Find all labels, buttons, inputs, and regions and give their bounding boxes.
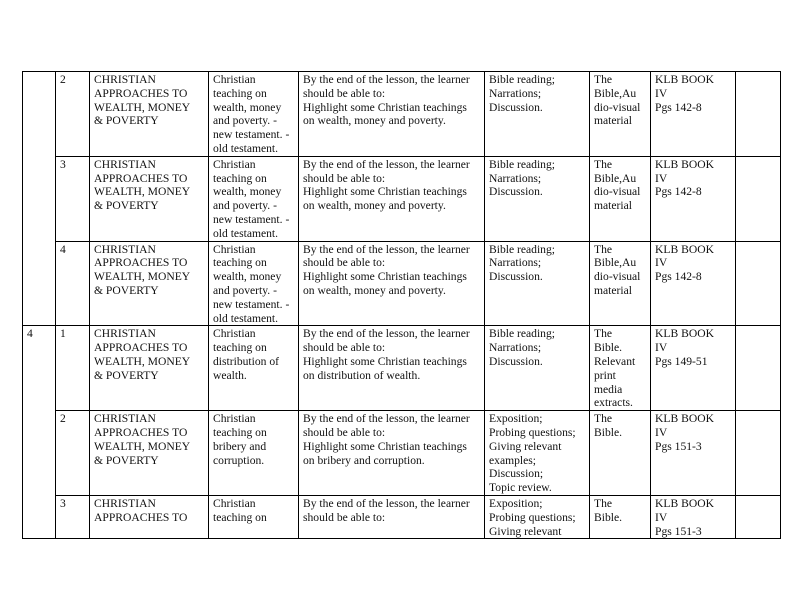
week-cell: 4 bbox=[23, 326, 56, 539]
table-row bbox=[23, 495, 781, 538]
activities-cell: Bible reading; Narrations; Discussion. bbox=[485, 241, 590, 326]
objectives-cell: By the end of the lesson, the learner should be able to: Highlight some Christian teachings on wealth, money and poverty. bbox=[299, 72, 485, 157]
references-cell: KLB BOOK IV Pgs 142-8 bbox=[651, 241, 736, 326]
references-cell: KLB BOOK IV Pgs 142-8 bbox=[651, 156, 736, 241]
topic-cell: CHRISTIAN APPROACHES TO WEALTH, MONEY & POVERTY bbox=[90, 241, 209, 326]
remarks-cell bbox=[736, 156, 781, 241]
topic-cell: CHRISTIAN APPROACHES TO WEALTH, MONEY & POVERTY bbox=[90, 156, 209, 241]
topic-cell: CHRISTIAN APPROACHES TO WEALTH, MONEY & POVERTY bbox=[90, 326, 209, 411]
lesson-cell: 3 bbox=[56, 156, 90, 241]
objectives-cell: By the end of the lesson, the learner should be able to: Highlight some Christian teachings on wealth, money and poverty. bbox=[299, 241, 485, 326]
objectives-cell: By the end of the lesson, the learner should be able to: Highlight some Christian teachings on bribery and corruption. bbox=[299, 411, 485, 496]
remarks-cell bbox=[736, 495, 781, 538]
topic-cell: CHRISTIAN APPROACHES TO bbox=[90, 495, 209, 538]
table-row bbox=[23, 326, 781, 411]
remarks-cell bbox=[736, 72, 781, 157]
remarks-cell bbox=[736, 326, 781, 411]
references-cell: KLB BOOK IV Pgs 151-3 bbox=[651, 411, 736, 496]
objectives-cell: By the end of the lesson, the learner should be able to: bbox=[299, 495, 485, 538]
activities-cell: Bible reading; Narrations; Discussion. bbox=[485, 72, 590, 157]
references-cell: KLB BOOK IV Pgs 151-3 bbox=[651, 495, 736, 538]
table-row bbox=[23, 241, 781, 326]
activities-cell: Bible reading; Narrations; Discussion. bbox=[485, 326, 590, 411]
resources-cell: The Bible. Relevant print media extracts. bbox=[590, 326, 651, 411]
resources-cell: The Bible,Au dio-visual material bbox=[590, 241, 651, 326]
activities-cell: Bible reading; Narrations; Discussion. bbox=[485, 156, 590, 241]
subtopic-cell: Christian teaching on wealth, money and poverty. - new testament. - old testament. bbox=[209, 241, 299, 326]
references-cell: KLB BOOK IV Pgs 142-8 bbox=[651, 72, 736, 157]
activities-cell: Exposition; Probing questions; Giving relevant bbox=[485, 495, 590, 538]
resources-cell: The Bible. bbox=[590, 411, 651, 496]
remarks-cell bbox=[736, 241, 781, 326]
topic-cell: CHRISTIAN APPROACHES TO WEALTH, MONEY & POVERTY bbox=[90, 72, 209, 157]
remarks-cell bbox=[736, 411, 781, 496]
subtopic-cell: Christian teaching on wealth, money and poverty. - new testament. - old testament. bbox=[209, 156, 299, 241]
subtopic-cell: Christian teaching on wealth, money and poverty. - new testament. - old testament. bbox=[209, 72, 299, 157]
resources-cell: The Bible,Au dio-visual material bbox=[590, 72, 651, 157]
lesson-cell: 4 bbox=[56, 241, 90, 326]
table-row bbox=[23, 72, 781, 157]
resources-cell: The Bible,Au dio-visual material bbox=[590, 156, 651, 241]
table-row bbox=[23, 156, 781, 241]
references-cell: KLB BOOK IV Pgs 149-51 bbox=[651, 326, 736, 411]
subtopic-cell: Christian teaching on distribution of wealth. bbox=[209, 326, 299, 411]
lesson-cell: 2 bbox=[56, 411, 90, 496]
lesson-cell: 1 bbox=[56, 326, 90, 411]
table-row bbox=[23, 411, 781, 496]
scheme-of-work-table bbox=[22, 71, 781, 539]
lesson-cell: 2 bbox=[56, 72, 90, 157]
lesson-cell: 3 bbox=[56, 495, 90, 538]
topic-cell: CHRISTIAN APPROACHES TO WEALTH, MONEY & POVERTY bbox=[90, 411, 209, 496]
activities-cell: Exposition; Probing questions; Giving relevant examples; Discussion; Topic review. bbox=[485, 411, 590, 496]
objectives-cell: By the end of the lesson, the learner should be able to: Highlight some Christian teachings on distribution of wealth. bbox=[299, 326, 485, 411]
subtopic-cell: Christian teaching on bbox=[209, 495, 299, 538]
resources-cell: The Bible. bbox=[590, 495, 651, 538]
objectives-cell: By the end of the lesson, the learner should be able to: Highlight some Christian teachings on wealth, money and poverty. bbox=[299, 156, 485, 241]
week-cell bbox=[23, 72, 56, 326]
subtopic-cell: Christian teaching on bribery and corruption. bbox=[209, 411, 299, 496]
